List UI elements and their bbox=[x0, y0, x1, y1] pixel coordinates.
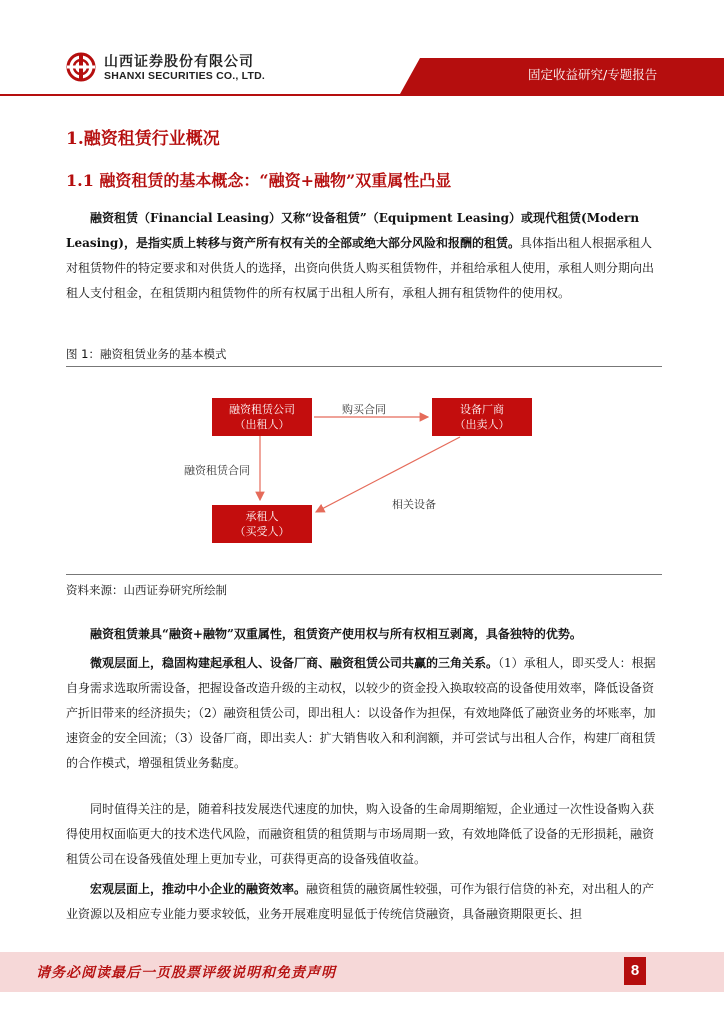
equipment-arrow bbox=[316, 437, 460, 512]
node-lessee: 承租人 （买受人） bbox=[212, 505, 312, 543]
figure-caption: 图 1：融资租赁业务的基本模式 bbox=[66, 347, 227, 361]
body-paragraph-4: 宏观层面上，推动中小企业的融资效率。融资租赁的融资属性较强，可作为银行信贷的补充，对出租人的产业资源以及相应专业能力要求较低，业务开展难度明显低于传统信贷融资，具备融资期限更长、担 bbox=[66, 882, 655, 921]
page-number: 8 bbox=[624, 957, 646, 985]
subsection-heading: 1.1 融资租赁的基本概念：“融资+融物”双重属性凸显 bbox=[66, 171, 452, 190]
label-purchase: 购买合同 bbox=[342, 403, 386, 416]
report-type: 固定收益研究/专题报告 bbox=[528, 67, 658, 82]
company-name-en: SHANXI SECURITIES CO., LTD. bbox=[104, 70, 265, 82]
body-paragraph-3: 同时值得关注的是，随着科技发展迭代速度的加快，购入设备的生命周期缩短，企业通过一次性设备购入获得使用权面临更大的技术迭代风险，而融资租赁的租赁期与市场周期一致，有效地降低了设备的无形损耗，融资租赁公司在设备残值处理上更加专业，可获得更高的设备残值收益。 bbox=[66, 802, 655, 866]
label-equipment: 相关设备 bbox=[392, 498, 436, 511]
intro-bold: 融资租赁（Financial Leasing）又称“设备租赁”（Equipment Leasing）或现代租赁(Modern Leasing)，是指实质上转移与资产所有权有关的全部或绝大部分风险和报酬的租赁。 bbox=[66, 211, 640, 250]
figure-source: 资料来源：山西证券研究所绘制 bbox=[66, 583, 227, 597]
company-name-cn: 山西证券股份有限公司 bbox=[104, 54, 254, 70]
figure-bottom-rule bbox=[66, 574, 662, 575]
section-heading: 1.融资租赁行业概况 bbox=[66, 129, 220, 149]
footer-disclaimer: 请务必阅读最后一页股票评级说明和免责声明 bbox=[36, 965, 336, 981]
label-lease: 融资租赁合同 bbox=[184, 464, 250, 477]
body-paragraph-2: 微观层面上，稳固构建起承租人、设备厂商、融资租赁公司共赢的三角关系。（1）承租人，即买受人：根据自身需求选取所需设备，把握设备改造升级的主动权，以较少的资金投入换取较高的设备使用效率，降低设备资产折旧带来的经济损失；（2）融资租赁公司，即出租人：以设备作为担保，有效地降低了融资业务的坏账率，加速资金的安全回流；（3）设备厂商，即出卖人：扩大销售收入和利润额，并可尝试与出租人合作，构建厂商租赁的合作模式，增强租赁业务黏度。 bbox=[66, 656, 656, 770]
node-lessor: 融资租赁公司 （出租人） bbox=[212, 398, 312, 436]
body-paragraph-1: 融资租赁兼具“融资+融物”双重属性，租赁资产使用权与所有权相互剥离，具备独特的优势。 bbox=[90, 627, 582, 641]
node-vendor: 设备厂商 （出卖人） bbox=[432, 398, 532, 436]
intro-text: 具体指出租人根据承租人对租赁物件的特定要求和对供货人的选择，出资向供货人购买租赁物件，并租给承租人使用，承租人则分期向出租人支付租金，在租赁期内租赁物件的所有权属于出租人所有，承租人拥有租赁物件的使用权。 bbox=[66, 236, 655, 300]
